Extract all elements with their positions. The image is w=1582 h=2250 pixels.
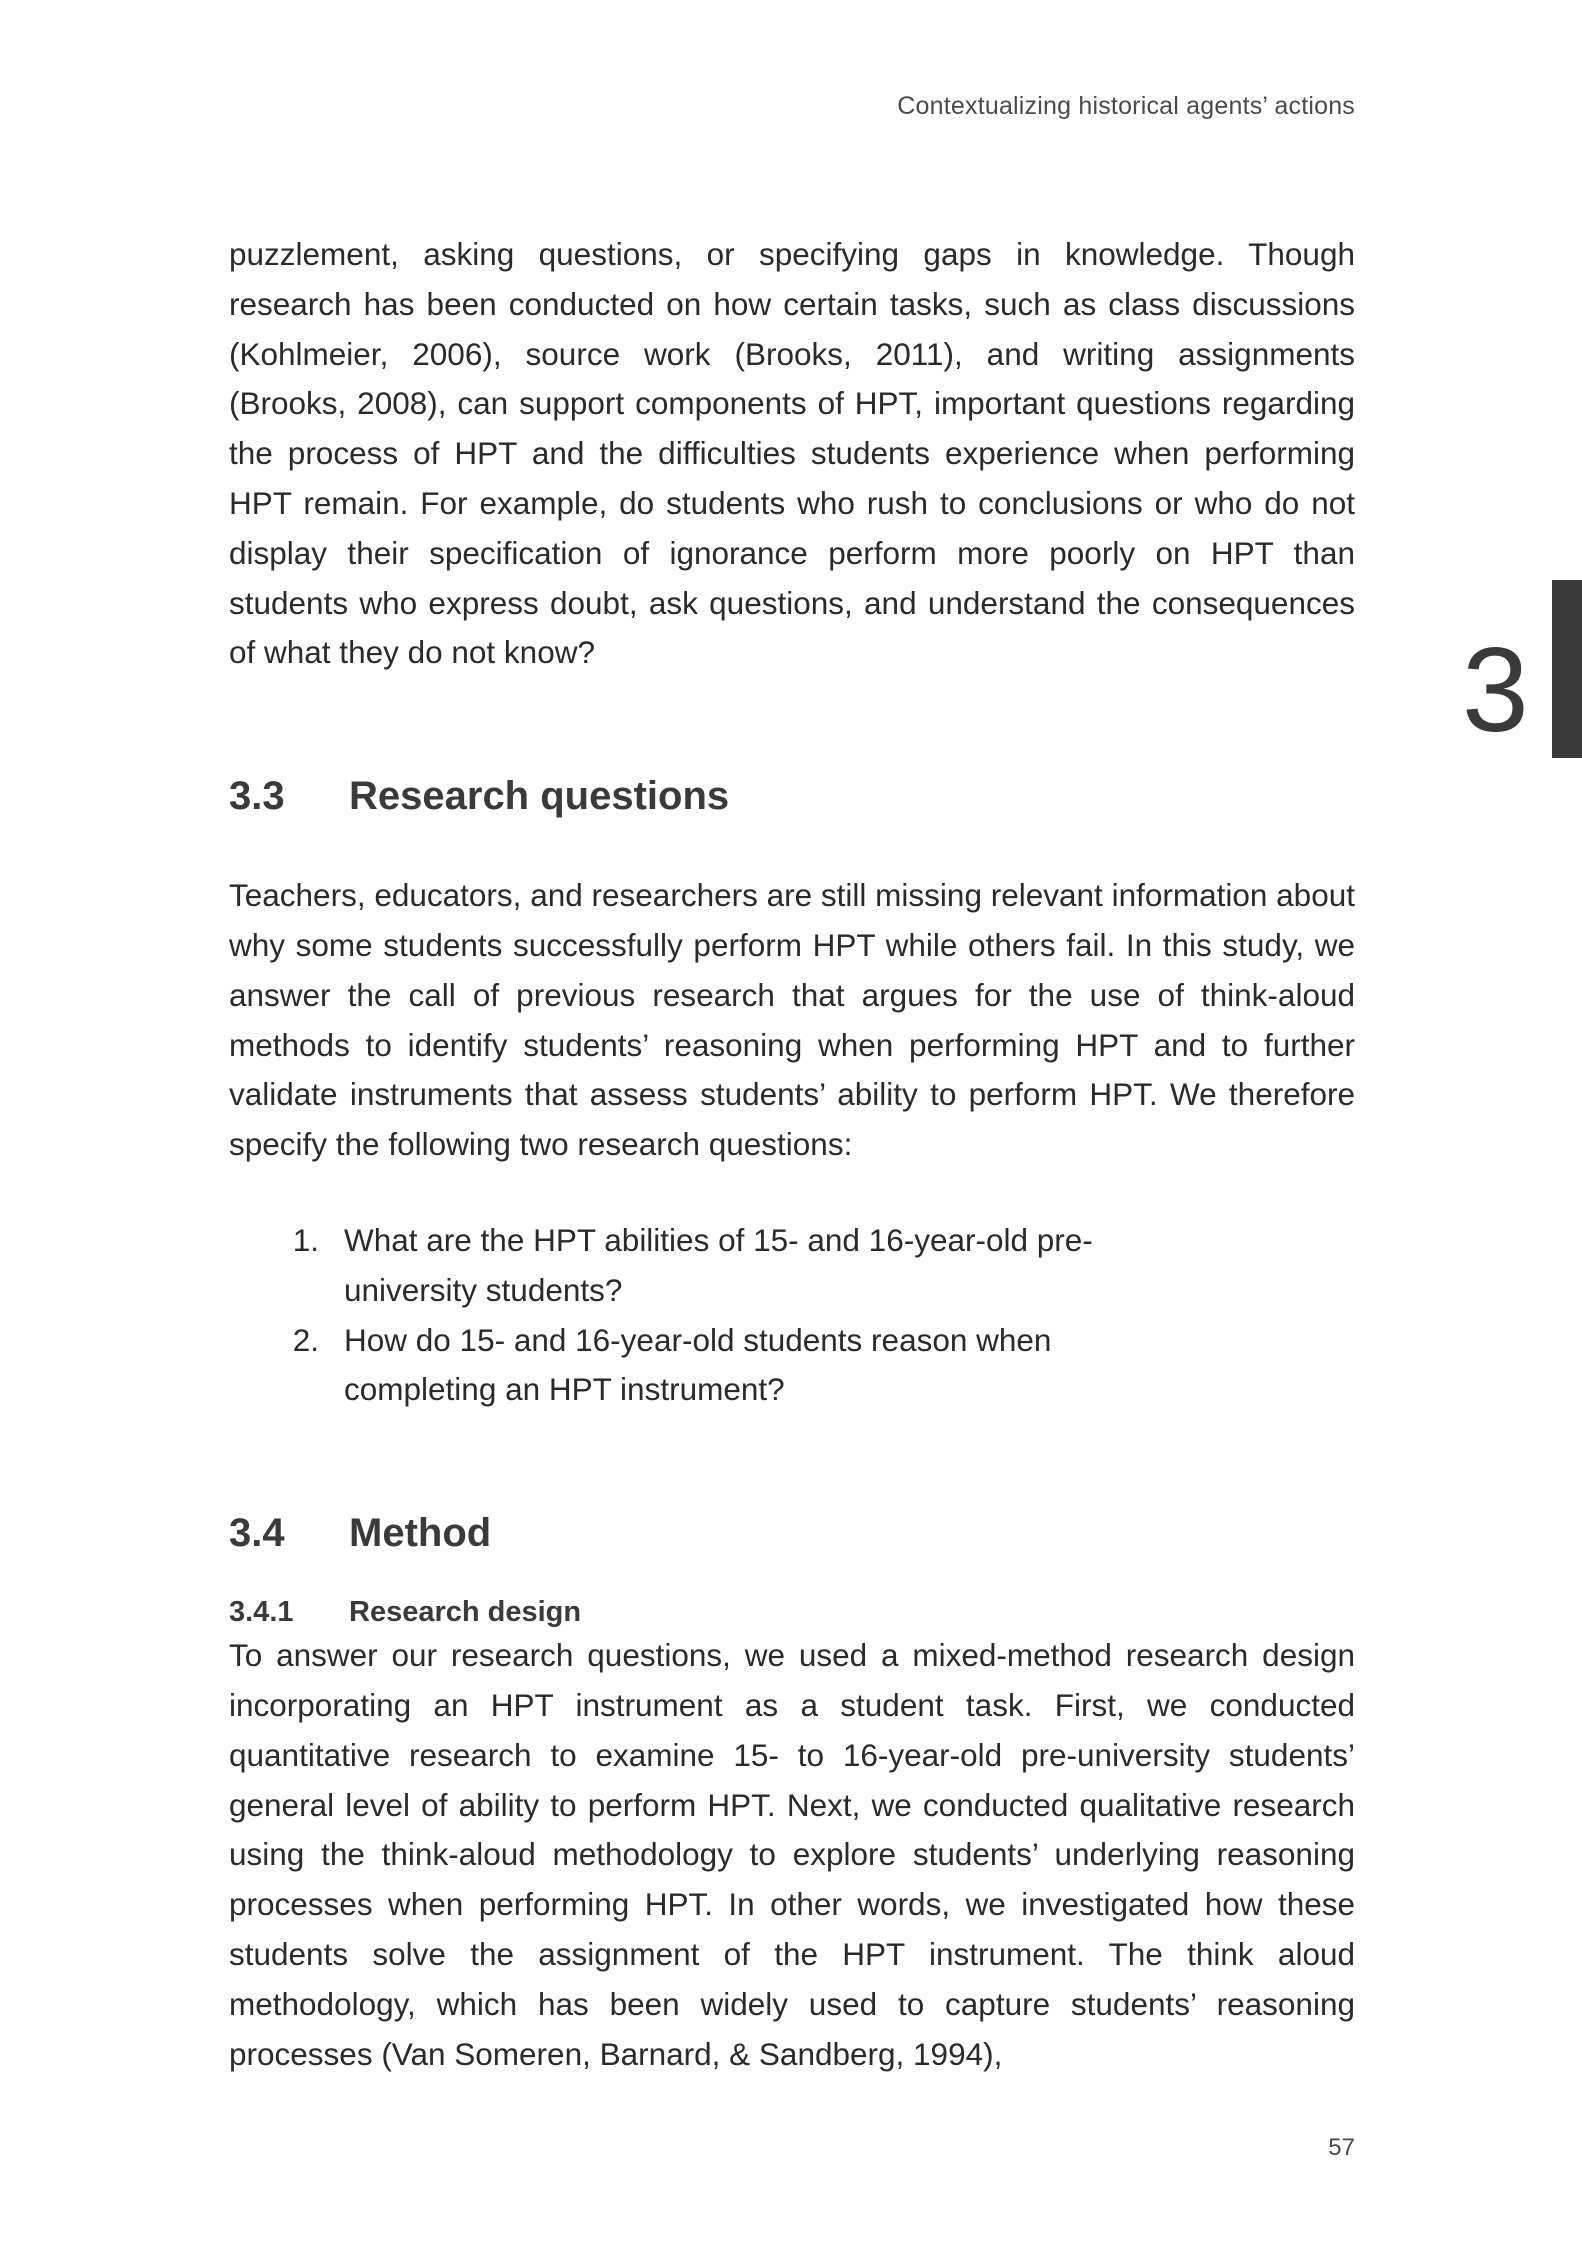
chapter-number: 3 <box>1462 623 1529 757</box>
chapter-tab-marker <box>1552 580 1582 758</box>
list-item-text: How do 15- and 16-year-old students reason when completing an HPT instrument? <box>344 1321 1052 1408</box>
list-item-text: What are the HPT abilities of 15- and 16-year-old pre-university students? <box>344 1221 1093 1308</box>
research-questions-list <box>229 1216 1355 1415</box>
subsection-number: 3.4.1 <box>229 1596 294 1629</box>
section-number: 3.4 <box>229 1511 285 1556</box>
subsection-heading-3-4-1 <box>229 1596 1355 1629</box>
list-item-number: 1. <box>292 1221 319 1258</box>
section-title: Method <box>349 1511 492 1556</box>
list-item <box>229 1316 1355 1416</box>
list-item-number: 2. <box>292 1321 319 1358</box>
section-heading-3-3 <box>229 774 1355 819</box>
section-title: Research questions <box>349 774 730 819</box>
list-item <box>229 1216 1355 1316</box>
page-number: 57 <box>1328 2134 1355 2161</box>
page-body <box>229 230 1355 2079</box>
section-heading-3-4 <box>229 1511 1355 1556</box>
section-number: 3.3 <box>229 774 285 819</box>
paragraph-intro: puzzlement, asking questions, or specifying gaps in knowledge. Though research has been conducted on how certain tasks, such as class discussions (Kohlmeier, 2006), source work (Brooks, 2011), and writing assignments (Brooks, 2008), can support components of HPT, important questions regarding the process of HPT and the difficulties students experience when performing HPT remain. For example, do students who rush to conclusions or who do not display their specification of ignorance perform more poorly on HPT than students who express doubt, ask questions, and understand the consequences of what they do not know? <box>229 236 1355 671</box>
subsection-title: Research design <box>349 1596 582 1629</box>
running-header: Contextualizing historical agents’ actions <box>897 92 1355 120</box>
paragraph-research-questions: Teachers, educators, and researchers are still missing relevant information about why some students successfully perform HPT while others fail. In this study, we answer the call of previous research that argues for the use of think-aloud methods to identify students’ reasoning when performing HPT and to further validate instruments that assess students’ ability to perform HPT. We therefore specify the following two research questions: <box>229 877 1355 1163</box>
paragraph-research-design: To answer our research questions, we used a mixed-method research design incorporating an HPT instrument as a student task. First, we conducted quantitative research to examine 15- to 16-year-old pre-university students’ general level of ability to perform HPT. Next, we conducted qualitative research using the think-aloud methodology to explore students’ underlying reasoning processes when performing HPT. In other words, we investigated how these students solve the assignment of the HPT instrument. The think aloud methodology, which has been widely used to capture students’ reasoning processes (Van Someren, Barnard, & Sandberg, 1994), <box>229 1637 1355 2072</box>
